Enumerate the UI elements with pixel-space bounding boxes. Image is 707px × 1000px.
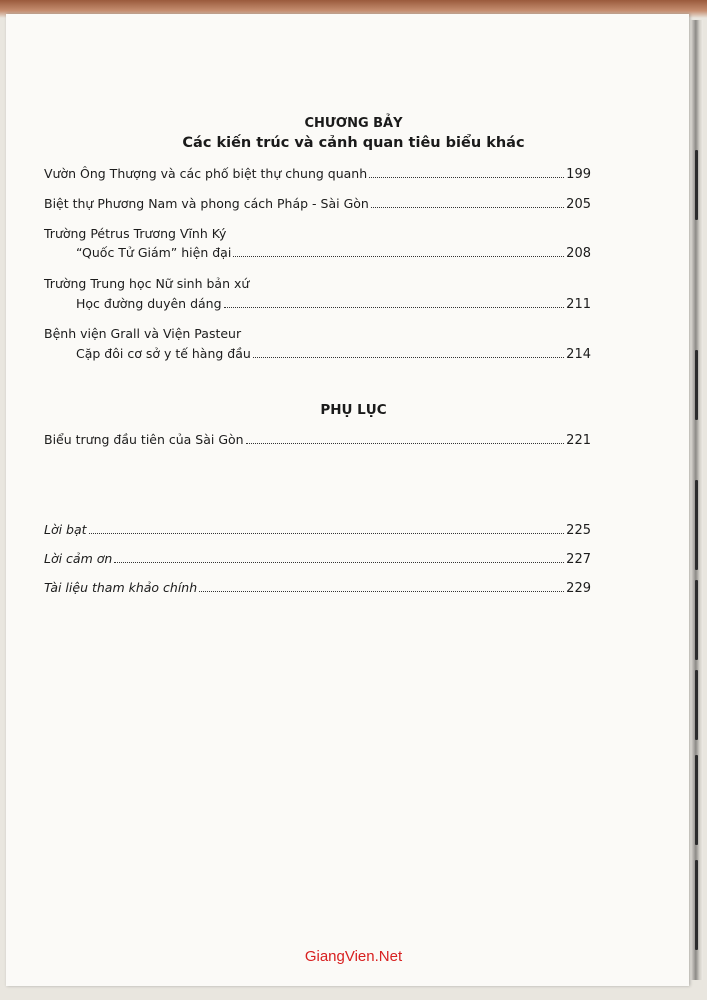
toc-entry[interactable]: [44, 196, 591, 212]
toc-entry[interactable]: [76, 296, 591, 312]
binding-stitch: [695, 755, 698, 845]
appendix-label: PHỤ LỤC: [320, 402, 387, 418]
toc-entry[interactable]: [44, 580, 591, 596]
toc-entry-title: Lời bạt: [44, 522, 87, 537]
toc-entry-title[interactable]: Trường Trung học Nữ sinh bản xứ: [44, 276, 250, 291]
toc-entry-page: 208: [566, 246, 591, 261]
toc-entry-title[interactable]: Bệnh viện Grall và Viện Pasteur: [44, 326, 242, 341]
toc-entry-title: Vườn Ông Thượng và các phố biệt thự chung quanh: [44, 166, 368, 181]
toc-entry-page: 214: [566, 347, 591, 362]
toc-entry[interactable]: [76, 346, 591, 362]
toc-entry[interactable]: [44, 522, 591, 538]
toc-entry[interactable]: [76, 245, 591, 261]
chapter-label: CHƯƠNG BẢY: [304, 116, 403, 131]
dot-leader: [199, 591, 564, 592]
dot-leader: [253, 357, 564, 358]
toc-entry-page: 227: [566, 552, 591, 567]
binding-stitch: [695, 580, 698, 660]
toc-entry-subtitle: Học đường duyên dáng: [76, 296, 222, 311]
toc-entry[interactable]: [44, 551, 591, 567]
binding-stitch: [695, 480, 698, 570]
toc-entry-page: 211: [566, 297, 591, 312]
toc-entry[interactable]: [44, 166, 591, 182]
footer-watermark[interactable]: GiangVien.Net: [304, 948, 403, 965]
dot-leader: [233, 256, 564, 257]
toc-entry-title[interactable]: Trường Pétrus Trương Vĩnh Ký: [44, 226, 227, 241]
toc-entry-title: Tài liệu tham khảo chính: [44, 580, 198, 595]
chapter-title: Các kiến trúc và cảnh quan tiêu biểu khác: [182, 135, 525, 151]
binding-stitch: [695, 670, 698, 740]
book-page: [6, 14, 689, 986]
toc-entry-page: 199: [566, 167, 591, 182]
toc-entry-subtitle: Cặp đôi cơ sở y tế hàng đầu: [76, 346, 251, 361]
toc-entry-page: 229: [566, 581, 591, 596]
dot-leader: [371, 207, 564, 208]
toc-entry[interactable]: [44, 432, 591, 448]
toc-entry-page: 205: [566, 197, 591, 212]
toc-entry-page: 225: [566, 523, 591, 538]
dot-leader: [369, 177, 564, 178]
toc-entry-title: Biệt thự Phương Nam và phong cách Pháp - Sài Gòn: [44, 196, 369, 211]
dot-leader: [246, 443, 565, 444]
toc-entry-subtitle: “Quốc Tử Giám” hiện đại: [76, 245, 232, 260]
dot-leader: [224, 307, 565, 308]
toc-entry-title: Lời cảm ơn: [44, 551, 113, 566]
dot-leader: [114, 562, 564, 563]
binding-stitch: [695, 150, 698, 220]
book-binding: [691, 20, 703, 980]
toc-entry-title: Biểu trưng đầu tiên của Sài Gòn: [44, 432, 244, 447]
dot-leader: [89, 533, 565, 534]
binding-stitch: [695, 860, 698, 950]
toc-entry-page: 221: [566, 433, 591, 448]
